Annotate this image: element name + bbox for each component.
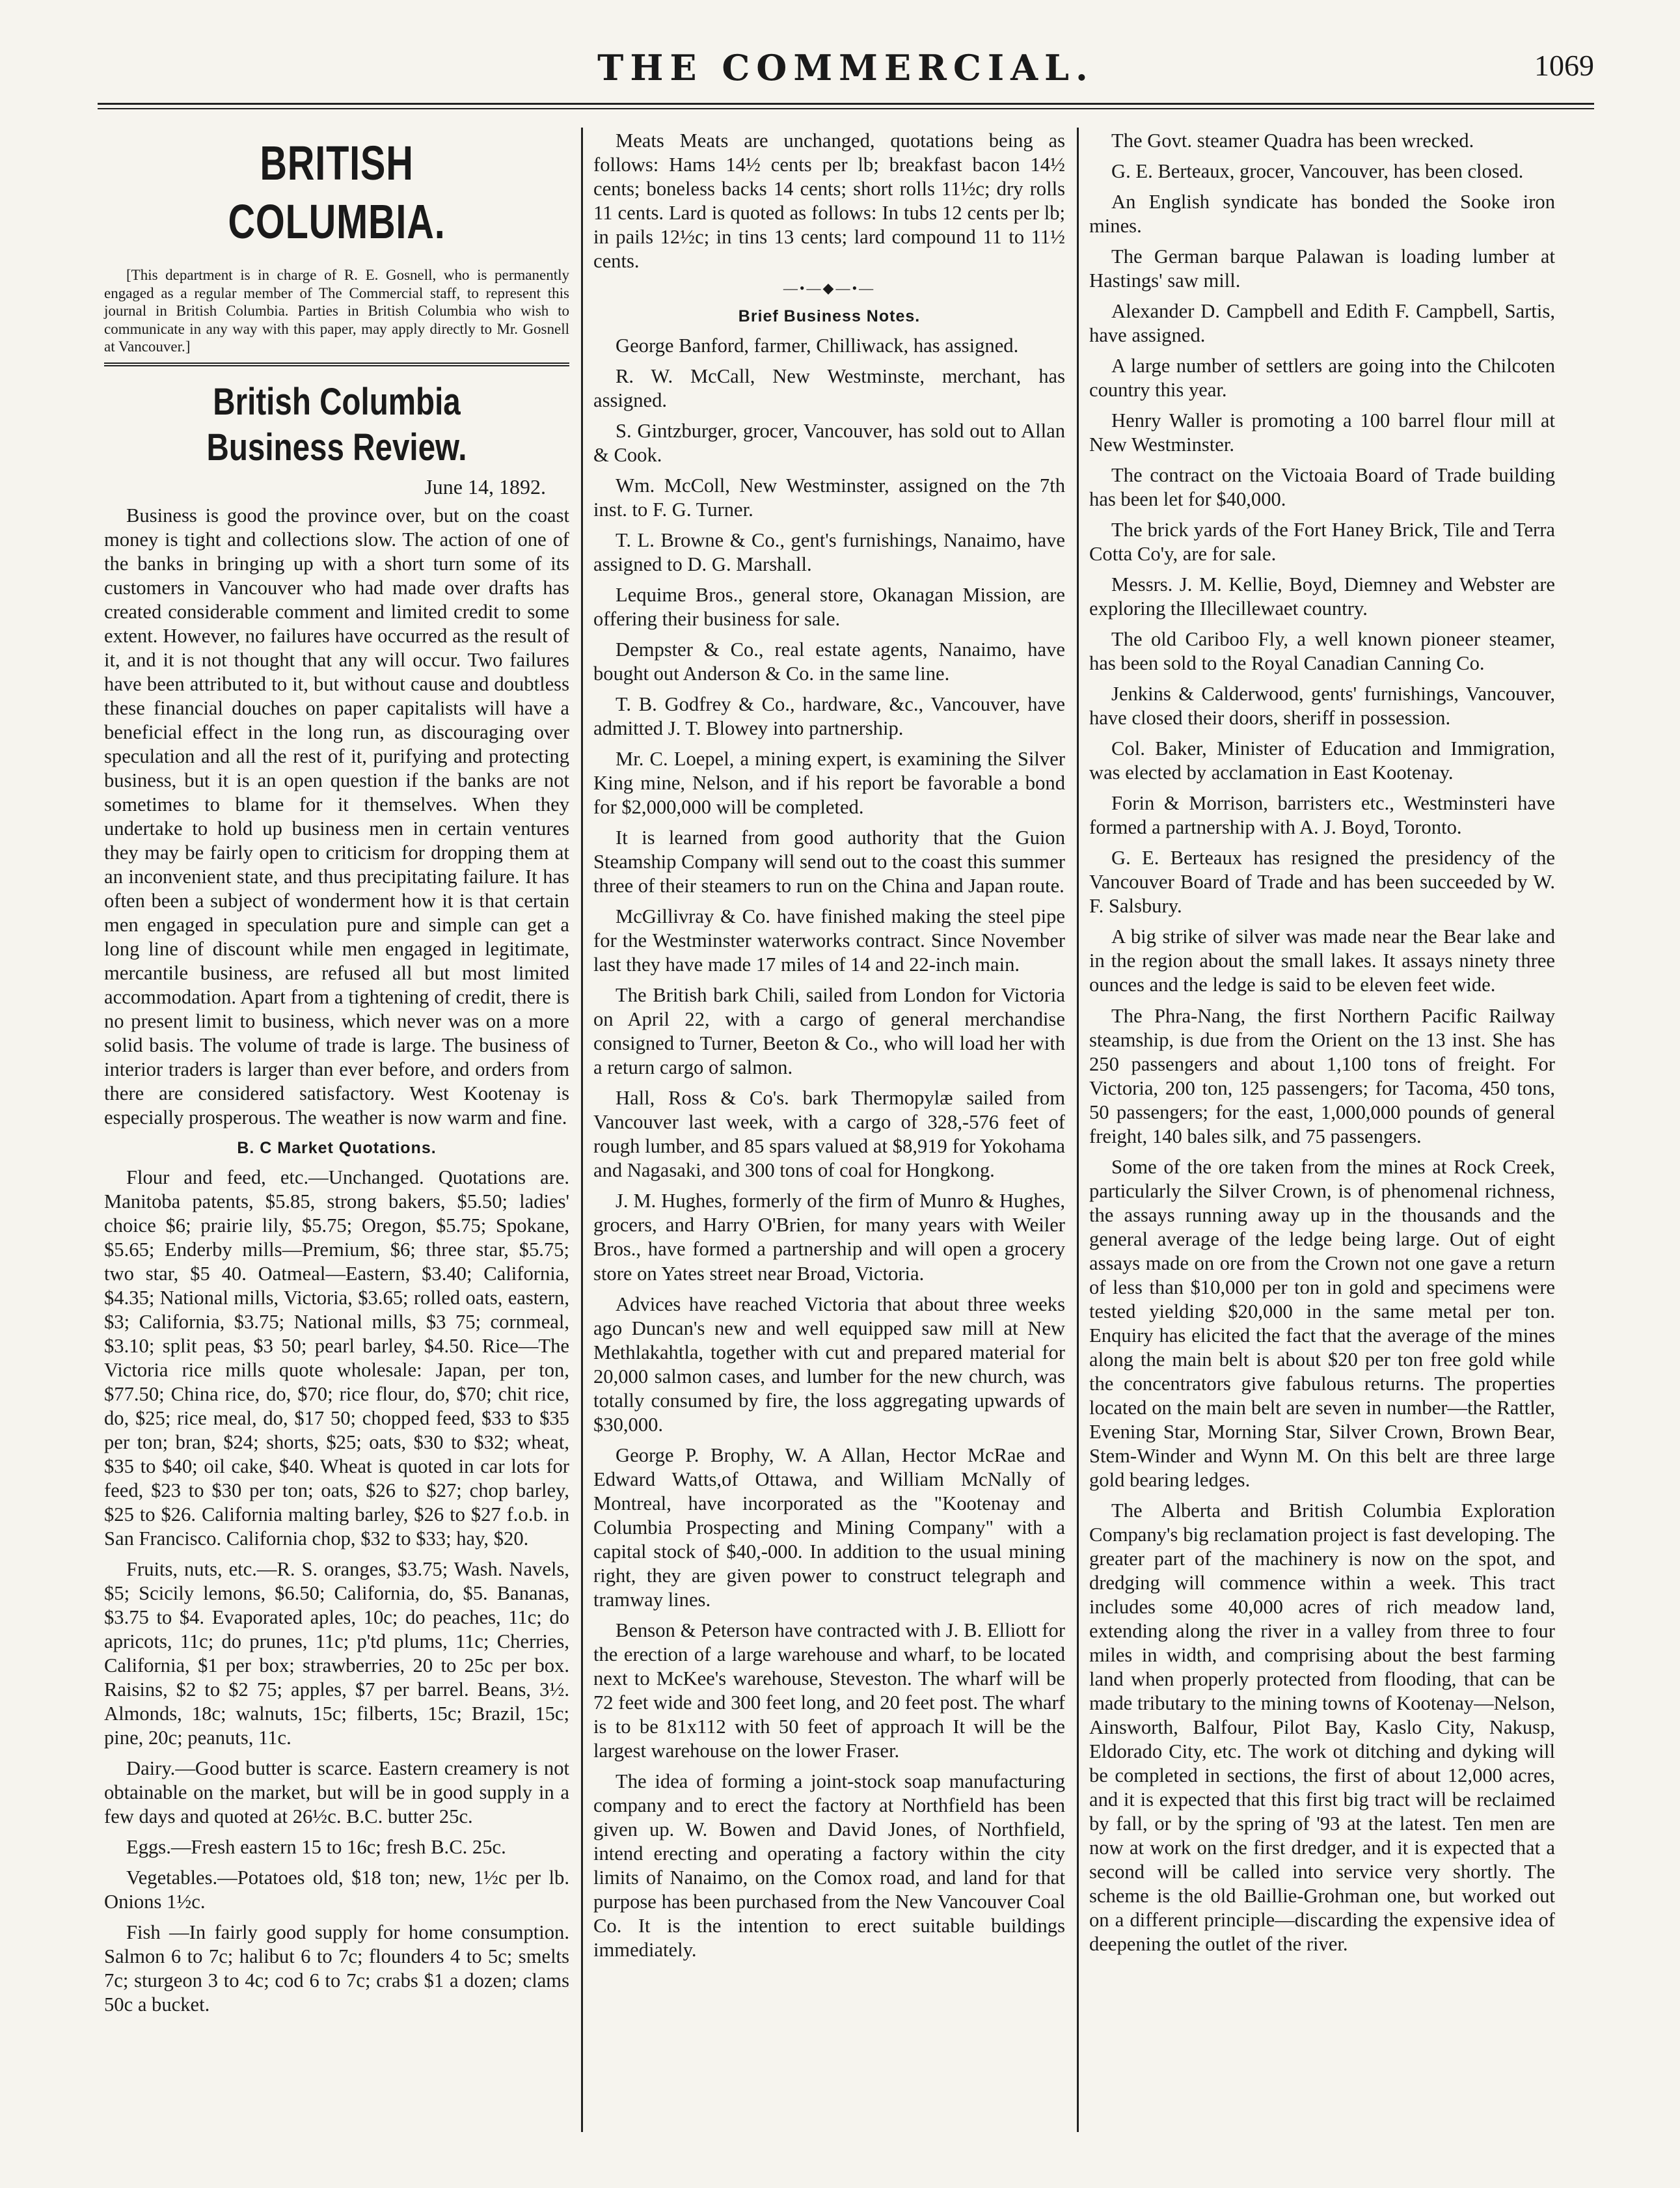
- news-item: A large number of settlers are going into the Chilcoten country this year.: [1089, 355, 1555, 402]
- news-item: The Phra-Nang, the first Northern Pacific Railway steamship, is due from the Orient on the 13 inst. She has 250 passengers and about 1,100 tons of freight. For Victoria, 200 ton, 125 passengers; for Tacoma, 450 tons, 50 passengers; for the east, 1,000,000 pounds of general freight, 140 bales silk, and 75 passengers.: [1089, 1004, 1555, 1147]
- news-item: Advices have reached Victoria that about three weeks ago Duncan's new and well equipped saw mill at New Methlakahtla, together with cut and prepared material for 20,000 salmon cases, and lumber for the new church, was totally consumed by fire, the loss aggregating upwards of $30,000.: [593, 1292, 1065, 1436]
- news-item: The brick yards of the Fort Haney Brick, Tile and Terra Cotta Co'y, are for sale.: [1089, 519, 1555, 566]
- department-note: [This department is in charge of R. E. Gosnell, who is permanently engaged as a regular member of The Commercial staff, to represent this journal in British Columbia. Parties in British Columbia who wish to communicate in any way with this paper, may apply directly to Mr. Gosnell at Vancouver.]: [104, 267, 569, 355]
- header-rule-thin: [98, 108, 1594, 109]
- news-item: The old Cariboo Fly, a well known pioneer steamer, has been sold to the Royal Canadian Canning Co.: [1089, 628, 1555, 675]
- article-paragraph: Fruits, nuts, etc.—R. S. oranges, $3.75; Wash. Navels, $5; Scicily lemons, $6.50; California, do, $5. Bananas, $3.75 to $4. Evaporated aples, 10c; do peaches, 11c; do apricots, 11c; do prunes, 11c; p'td plums, 11c; Cherries, California, $1 per box; strawberries, 20 to 25c per box. Raisins, $2 to $2 75; apples, $7 per barrel. Beans, 3½. Almonds, 18c; walnuts, 15c; filberts, 15c; Brazil, 15c; pine, 20c; peanuts, 11c.: [104, 1558, 569, 1749]
- article-paragraph: Flour and feed, etc.—Unchanged. Quotations are. Manitoba patents, $5.85, strong bakers, $5.50; ladies' choice $6; prairie lily, $5.75; Oregon, $5.75; Spokane, $5.65; Enderby mills—Premium, $6; three star, $5.75; two star, $5 40. Oatmeal—Eastern, $3.40; California, $4.35; National mills, Victoria, $3.65; rolled oats, eastern, $3; California, $3.75; National mills, $3 75; cornmeal, $3.10; split peas, $3 50; pearl barley, $4.50. Rice—The Victoria rice mills quote wholesale: Japan, per ton, $77.50; China rice, do, $70; rice flour, do, $70; chit rice, do, $25; rice meal, do, $17 50; chopped feed, $33 to $35 per ton; bran, $24; shorts, $25; oats, $30 to $32; wheat, $35 to $40; oil cake, $40. Wheat is quoted in car lots for feed, $23 to $30 per ton; oats, $26 to $27; chop barley, $25 to $26. California malting barley, $26 to $27 f.o.b. in San Francisco. California chop, $32 to $33; hay, $20.: [104, 1166, 569, 1550]
- review-title: British Columbia Business Review.: [206, 381, 467, 469]
- news-item: The Alberta and British Columbia Exploration Company's big reclamation project is fast developing. The greater part of the machinery is now on the spot, and dredging will commence within a week. This tract includes some 40,000 acres of rich meadow land, extending along the river in a valley from three to four miles in width, and comprising about the best farming land when properly protected from flooding, that can be made tributary to the mining towns of Kootenay—Nelson, Ainsworth, Balfour, Pilot Bay, Kaslo City, Nakusp, Eldorado City, etc. The work ot ditching and dyking will be completed in sections, the first of about 12,000 acres, and it is expected that this first big tract will be reclaimed by fall, or by the spring of '93 at the latest. Ten men are now at work on the first dredger, and it is expected that a second will be called into service very shortly. The scheme is the old Baillie-Grohman one, but worked out on a different principle—discarding the expensive idea of deepening the outlet of the river.: [1089, 1499, 1555, 1956]
- news-item: G. E. Berteaux, grocer, Vancouver, has been closed.: [1111, 160, 1524, 183]
- column-divider-2: [1077, 128, 1079, 2132]
- masthead: [98, 44, 1594, 96]
- newspaper-title: THE COMMERCIAL.: [597, 47, 1094, 89]
- section-title: BRITISH COLUMBIA.: [228, 136, 446, 249]
- news-item: It is learned from good authority that the Guion Steamship Company will send out to the coast this summer three of their steamers to run on the China and Japan route.: [593, 827, 1065, 897]
- article-paragraph: Meats Meats are unchanged, quotations being as follows: Hams 14½ cents per lb; breakfast bacon 14½ cents; boneless backs 14 cents; short rolls 11½c; dry rolls 11 cents. Lard is quoted as follows: In tubs 12 cents per lb; in pails 12½c; in tins 13 cents; lard compound 11 to 11½ cents.: [593, 130, 1065, 273]
- news-item: McGillivray & Co. have finished making the steel pipe for the Westminster waterworks contract. Since November last they have made 17 miles of 14 and 22-inch main.: [593, 905, 1065, 976]
- news-item: Some of the ore taken from the mines at Rock Creek, particularly the Silver Crown, is of phenomenal richness, the assays running away up in the thousands and the general average of the ledge being large. Out of eight assays made on ore from the Crown not one gave a return of less than $10,000 per ton in gold and specimens were tested yielding $20,000 in the same metal per ton. Enquiry has elicited the fact that the average of the mines along the main belt is about $20 per ton free gold while the concentrators give fabulous returns. The properties located on the main belt are seven in number—the Rattler, Evening Star, Morning Star, Silver Crown, Brown Bear, Stem-Winder and Wynn M. On this belt are three large gold bearing ledges.: [1089, 1155, 1555, 1491]
- article-paragraph: Eggs.—Fresh eastern 15 to 16c; fresh B.C. 25c.: [126, 1836, 506, 1859]
- article-paragraph: Dairy.—Good butter is scarce. Eastern creamery is not obtainable on the market, but will be in good supply in a few days and quoted at 26½c. B.C. butter 25c.: [104, 1757, 569, 1828]
- news-item: Col. Baker, Minister of Education and Immigration, was elected by acclamation in East Kootenay.: [1089, 737, 1555, 784]
- market-quotations-heading: B. C Market Quotations.: [237, 1138, 437, 1157]
- news-item: G. E. Berteaux has resigned the presidency of the Vancouver Board of Trade and has been succeeded by W. F. Salsbury.: [1089, 847, 1555, 918]
- news-item: T. L. Browne & Co., gent's furnishings, Nanaimo, have assigned to D. G. Marshall.: [593, 529, 1065, 576]
- news-item: The idea of forming a joint-stock soap manufacturing company and to erect the factory at Northfield has been given up. W. Bowen and David Jones, of Northfield, intend erecting and operating a factory within the city limits of Nanaimo, on the Comox road, and land for that purpose has been purchased from the New Vancouver Coal Co. It is the intention to erect suitable buildings immediately.: [593, 1770, 1065, 1961]
- column-divider-1: [581, 128, 583, 2132]
- news-item: The German barque Palawan is loading lumber at Hastings' saw mill.: [1089, 245, 1555, 292]
- article-paragraph: Vegetables.—Potatoes old, $18 ton; new, 1½c per lb. Onions 1½c.: [104, 1867, 569, 1913]
- news-item: The British bark Chili, sailed from London for Victoria on April 22, with a cargo of general merchandise consigned to Turner, Beeton & Co., who will load her with a return cargo of salmon.: [593, 984, 1065, 1079]
- news-item: Messrs. J. M. Kellie, Boyd, Diemney and Webster are exploring the Illecillewaet country.: [1089, 573, 1555, 620]
- news-item: An English syndicate has bonded the Sooke iron mines.: [1089, 191, 1555, 238]
- article-paragraph: Fish —In fairly good supply for home consumption. Salmon 6 to 7c; halibut 6 to 7c; flounders 4 to 5c; smelts 7c; sturgeon 3 to 4c; cod 6 to 7c; crabs $1 a dozen; clams 50c a bucket.: [104, 1921, 569, 2016]
- header-rule: [98, 103, 1594, 105]
- news-item: The contract on the Victoaia Board of Trade building has been let for $40,000.: [1089, 464, 1555, 511]
- news-item: Alexander D. Campbell and Edith F. Campbell, Sartis, have assigned.: [1089, 300, 1555, 347]
- news-item: S. Gintzburger, grocer, Vancouver, has sold out to Allan & Cook.: [593, 420, 1065, 467]
- article-paragraph: Business is good the province over, but on the coast money is tight and collections slow. The action of one of the banks in bringing up with a short turn some of its customers in Vancouver who had made over drafts has created considerable comment and limited credit to some extent. However, no failures have occurred as the result of it, and it is not thought that any will occur. Two failures have been attributed to it, but without cause and doubtless these financial douches on paper capitalists will have a beneficial effect in the long run, as discouraging over speculation and all the rest of it, purifying and protecting business, but it is an open question if the banks are not sometimes to blame for it themselves. When they undertake to hold up business men in certain ventures they may be fairly open to criticism for dropping them at an inconvenient state, and thus precipitating failure. It has often been a subject of wonderment how it is that certain men engaged in speculation pure and simple can get a long line of discount while men engaged in legitimate, mercantile business, are refused all but most limited accommodation. Apart from a tightening of credit, there is no present limit to business, which never was on a more solid basis. The volume of trade is large. The business of interior traders is larger than ever before, and orders from there are considered satisfactory. West Kootenay is especially prosperous. The weather is now warm and fine.: [104, 504, 569, 1129]
- news-item: Lequime Bros., general store, Okanagan Mission, are offering their business for sale.: [593, 584, 1065, 631]
- news-item: A big strike of silver was made near the Bear lake and in the region about the small lakes. It assays ninety three ounces and the ledge is said to be eleven feet wide.: [1089, 925, 1555, 996]
- news-item: J. M. Hughes, formerly of the firm of Munro & Hughes, grocers, and Harry O'Brien, for many years with Weiler Bros., have formed a partnership and will open a grocery store on Yates street near Broad, Victoria.: [593, 1190, 1065, 1285]
- news-item: Dempster & Co., real estate agents, Nanaimo, have bought out Anderson & Co. in the same line.: [593, 638, 1065, 685]
- news-item: Forin & Morrison, barristers etc., Westminsteri have formed a partnership with A. J. Boyd, Toronto.: [1089, 792, 1555, 839]
- news-item: The Govt. steamer Quadra has been wrecked.: [1111, 130, 1474, 152]
- news-item: George P. Brophy, W. A Allan, Hector McRae and Edward Watts,of Ottawa, and William McNally of Montreal, have incorporated as the "Kootenay and Columbia Prospecting and Mining Company" with a capital stock of $40,-000. In addition to the usual mining right, they are given power to construct telegraph and tramway lines.: [593, 1443, 1065, 1611]
- column-2: [593, 129, 1065, 1969]
- news-item: Henry Waller is promoting a 100 barrel flour mill at New Westminster.: [1089, 409, 1555, 456]
- divider: [104, 362, 569, 366]
- news-item: George Banford, farmer, Chilliwack, has assigned.: [616, 334, 1019, 357]
- column-3: [1089, 129, 1555, 1963]
- business-notes-heading: Brief Business Notes.: [738, 307, 921, 325]
- news-item: R. W. McCall, New Westminste, merchant, has assigned.: [593, 364, 1065, 411]
- news-item: Benson & Peterson have contracted with J. B. Elliott for the erection of a large warehouse and wharf, to be located next to McKee's warehouse, Steveston. The wharf will be 72 feet wide and 300 feet long, and 20 feet post. The wharf is to be 81x112 with 50 feet of approach It will be the largest warehouse on the lower Fraser.: [593, 1619, 1065, 1762]
- ornament-divider: —•—◆—•—: [783, 280, 876, 297]
- news-item: Mr. C. Loepel, a mining expert, is examining the Silver King mine, Nelson, and if his report be favorable a bond for $2,000,000 will be completed.: [593, 748, 1065, 819]
- column-1: [104, 129, 569, 2023]
- news-item: T. B. Godfrey & Co., hardware, &c., Vancouver, have admitted J. T. Blowey into partnership.: [593, 693, 1065, 740]
- news-item: Jenkins & Calderwood, gents' furnishings, Vancouver, have closed their doors, sheriff in possession.: [1089, 683, 1555, 730]
- dateline: June 14, 1892.: [424, 475, 546, 499]
- news-item: Wm. McColl, New Westminster, assigned on the 7th inst. to F. G. Turner.: [593, 474, 1065, 521]
- page-number: 1069: [1534, 49, 1594, 82]
- news-item: Hall, Ross & Co's. bark Thermopylæ sailed from Vancouver last week, with a cargo of 328,-576 feet of rough lumber, and 85 spars valued at $8,919 for Yokohama and Nagasaki, and 300 tons of coal for Hongkong.: [593, 1087, 1065, 1182]
